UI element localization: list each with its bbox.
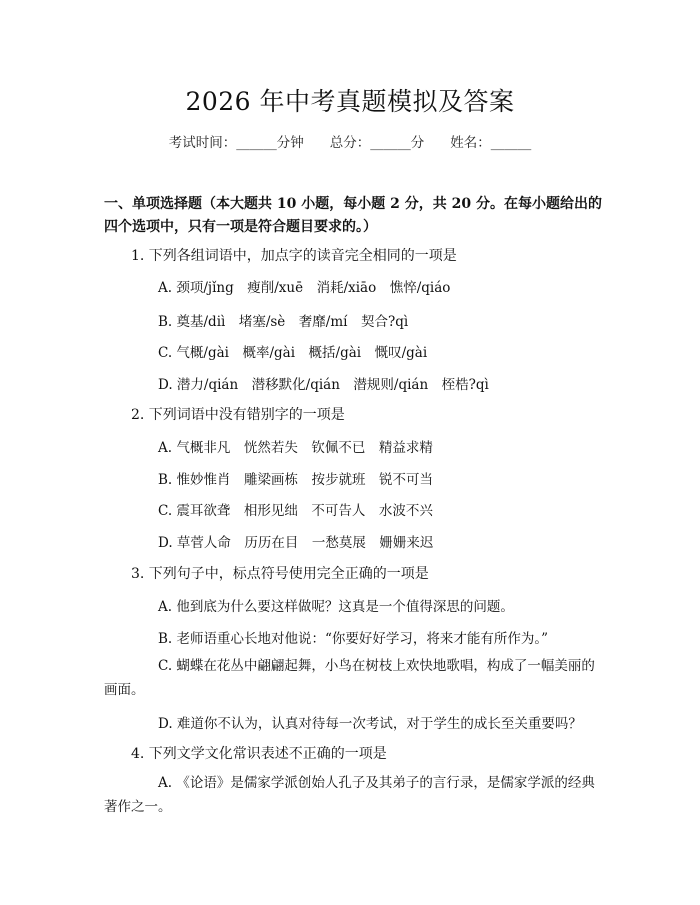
question-option: B. 惟妙惟肖 雕梁画栋 按步就班 锐不可当 — [158, 472, 434, 488]
exam-meta — [0, 131, 700, 151]
total-score-field: 总分：______分 — [329, 135, 425, 151]
question-option: C. 震耳欲聋 相形见绌 不可告人 水波不兴 — [158, 503, 433, 519]
question-option: A. 颈项/jǐng 瘦削/xuē 消耗/xiāo 憔悴/qiáo — [158, 280, 451, 296]
student-name-field: 姓名：______ — [450, 135, 532, 151]
question-option: D. 潜力/qián 潜移默化/qián 潜规则/qián 桎梏?qì — [158, 377, 489, 393]
question-option: A. 气概非凡 恍然若失 钦佩不已 精益求精 — [158, 440, 433, 456]
question-option: A. 《论语》是儒家学派创始人孔子及其弟子的言行录，是儒家学派的经典著作之一。 — [104, 775, 595, 815]
question-option: A. 他到底为什么要这样做呢？这真是一个值得深思的问题。 — [158, 599, 514, 615]
question-option: C. 蝴蝶在花丛中翩翩起舞，小鸟在树枝上欢快地歌唱，构成了一幅美丽的画面。 — [104, 658, 595, 698]
question-stem: 4. 下列文学文化常识表述不正确的一项是 — [131, 746, 387, 762]
question-stem: 3. 下列句子中，标点符号使用完全正确的一项是 — [131, 566, 429, 582]
question-option: C. 气概/gài 概率/gài 概括/gài 慨叹/gài — [158, 345, 428, 361]
section-heading: 一、单项选择题（本大题共 10 小题，每小题 2 分，共 20 分。在每小题给出的四个选项中，只有一项是符合题目要求的。） — [104, 196, 602, 235]
question-option: D. 难道你不认为，认真对待每一次考试，对于学生的成长至关重要吗？ — [158, 716, 582, 732]
question-option: B. 老师语重心长地对他说：“你要好好学习，将来才能有所作为。” — [158, 631, 549, 647]
exam-time-field: 考试时间：______分钟 — [168, 135, 304, 151]
question-option: B. 奠基/diì 堵塞/sè 奢靡/mí 契合?qì — [158, 314, 409, 330]
page-title: 2026 年中考真题模拟及答案 — [185, 87, 515, 116]
question-option: D. 草菅人命 历历在目 一愁莫展 姗姗来迟 — [158, 535, 434, 551]
question-stem: 1. 下列各组词语中，加点字的读音完全相同的一项是 — [131, 248, 457, 264]
question-stem: 2. 下列词语中没有错别字的一项是 — [131, 407, 345, 423]
